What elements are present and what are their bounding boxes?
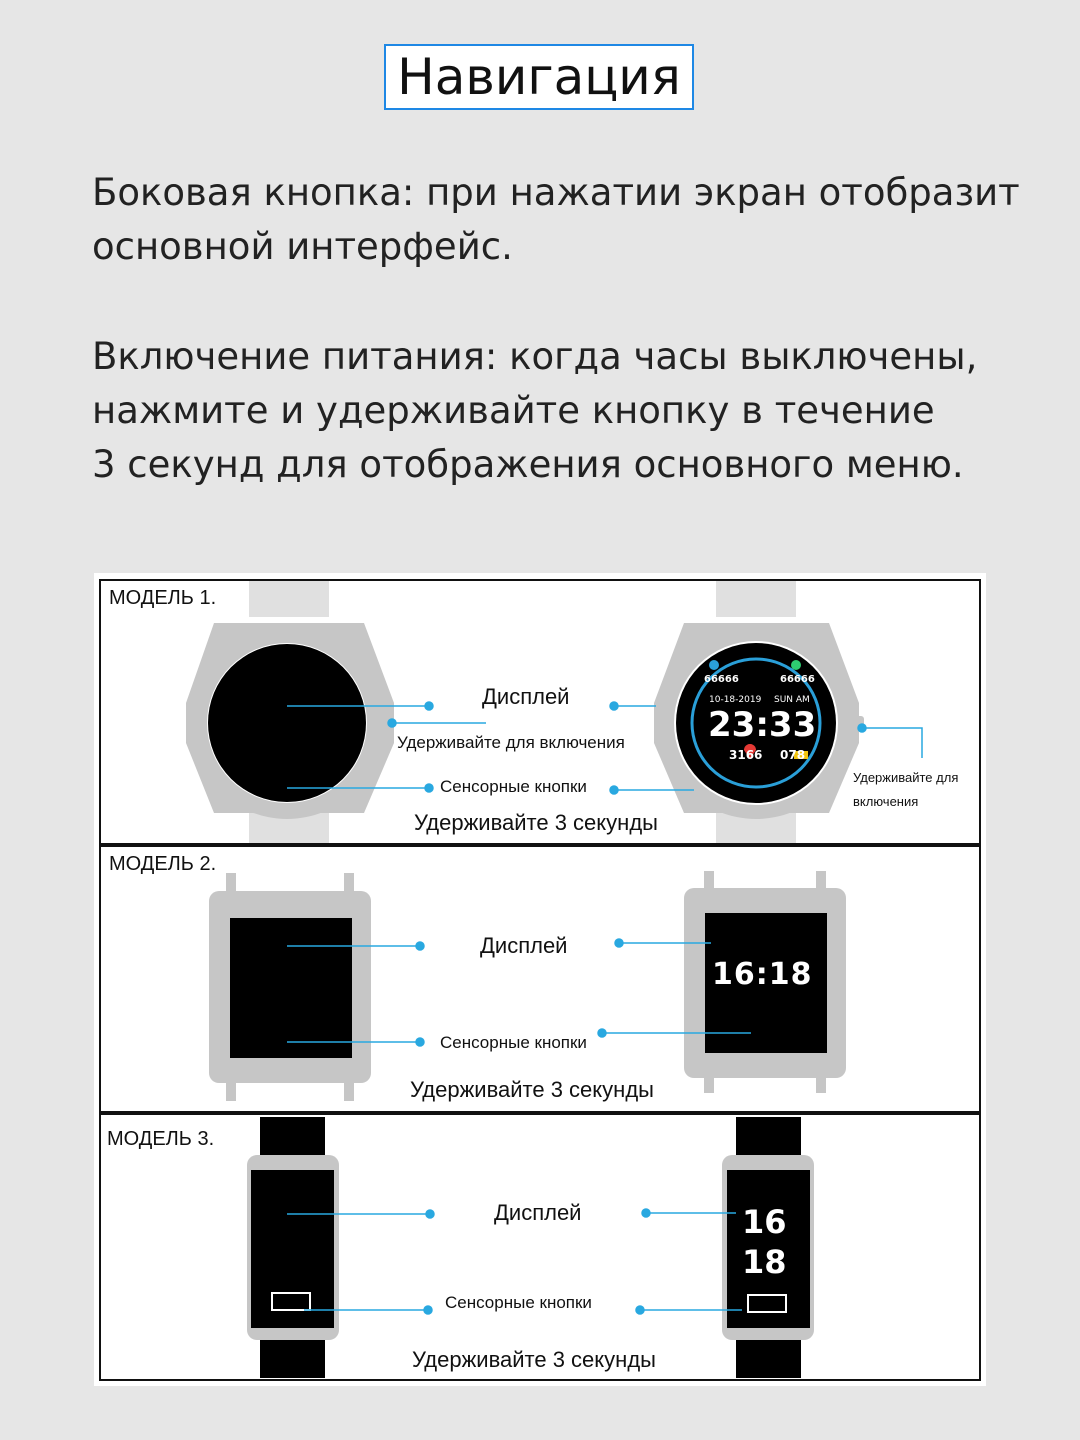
models-diagram: [94, 573, 986, 1386]
paragraph-line: 3 секунд для отображения основного меню.: [92, 443, 964, 486]
model3-screen-minute: 18: [742, 1243, 787, 1281]
steps-right-value: 66666: [780, 674, 815, 685]
model2-touch-label: Сенсорные кнопки: [440, 1033, 587, 1052]
model3-display-label: Дисплей: [494, 1200, 582, 1225]
page-title: Навигация: [384, 44, 694, 110]
model3-touch-label: Сенсорные кнопки: [445, 1293, 592, 1312]
model1-display-label: Дисплей: [482, 684, 570, 709]
model1-hold-power-label: Удерживайте для включения: [397, 733, 625, 752]
steps-left-value: 66666: [704, 674, 739, 685]
round-watch-left: [186, 581, 394, 843]
model2-hold3-label: Удерживайте 3 секунды: [410, 1077, 654, 1102]
model1-touch-label: Сенсорные кнопки: [440, 777, 587, 796]
paragraph-line: Боковая кнопка: при нажатии экран отобразит: [92, 171, 1020, 214]
model3-hold3-label: Удерживайте 3 секунды: [412, 1347, 656, 1372]
paragraph-line: основной интерфейс.: [92, 225, 513, 268]
model3-frame: [100, 1114, 980, 1380]
model1-label: МОДЕЛЬ 1.: [109, 587, 217, 609]
power-on-description: [92, 330, 1052, 492]
square-watch-left: [209, 873, 371, 1101]
band-watch-left: [247, 1117, 339, 1378]
side-button-description: [92, 166, 1052, 274]
calories-value: 3166: [729, 748, 763, 762]
heart-rate-value: 078: [780, 748, 806, 762]
model1-hold3-label: Удерживайте 3 секунды: [414, 810, 658, 835]
paragraph-line: Включение питания: когда часы выключены,: [92, 335, 978, 378]
model2-display-label: Дисплей: [480, 933, 568, 958]
time-value: 23:33: [708, 705, 817, 745]
date-value: 10-18-2019: [709, 695, 762, 705]
model1-side-note: Удерживайте для: [853, 770, 959, 785]
model1-side-note-2: включения: [853, 794, 919, 809]
model2-screen-time: 16:18: [712, 957, 813, 992]
model2-label: МОДЕЛЬ 2.: [109, 853, 217, 875]
model3-label: МОДЕЛЬ 3.: [107, 1128, 215, 1150]
day-value: SUN AM: [774, 695, 810, 705]
paragraph-line: нажмите и удерживайте кнопку в течение: [92, 389, 935, 432]
model3-screen-hour: 16: [742, 1203, 787, 1241]
